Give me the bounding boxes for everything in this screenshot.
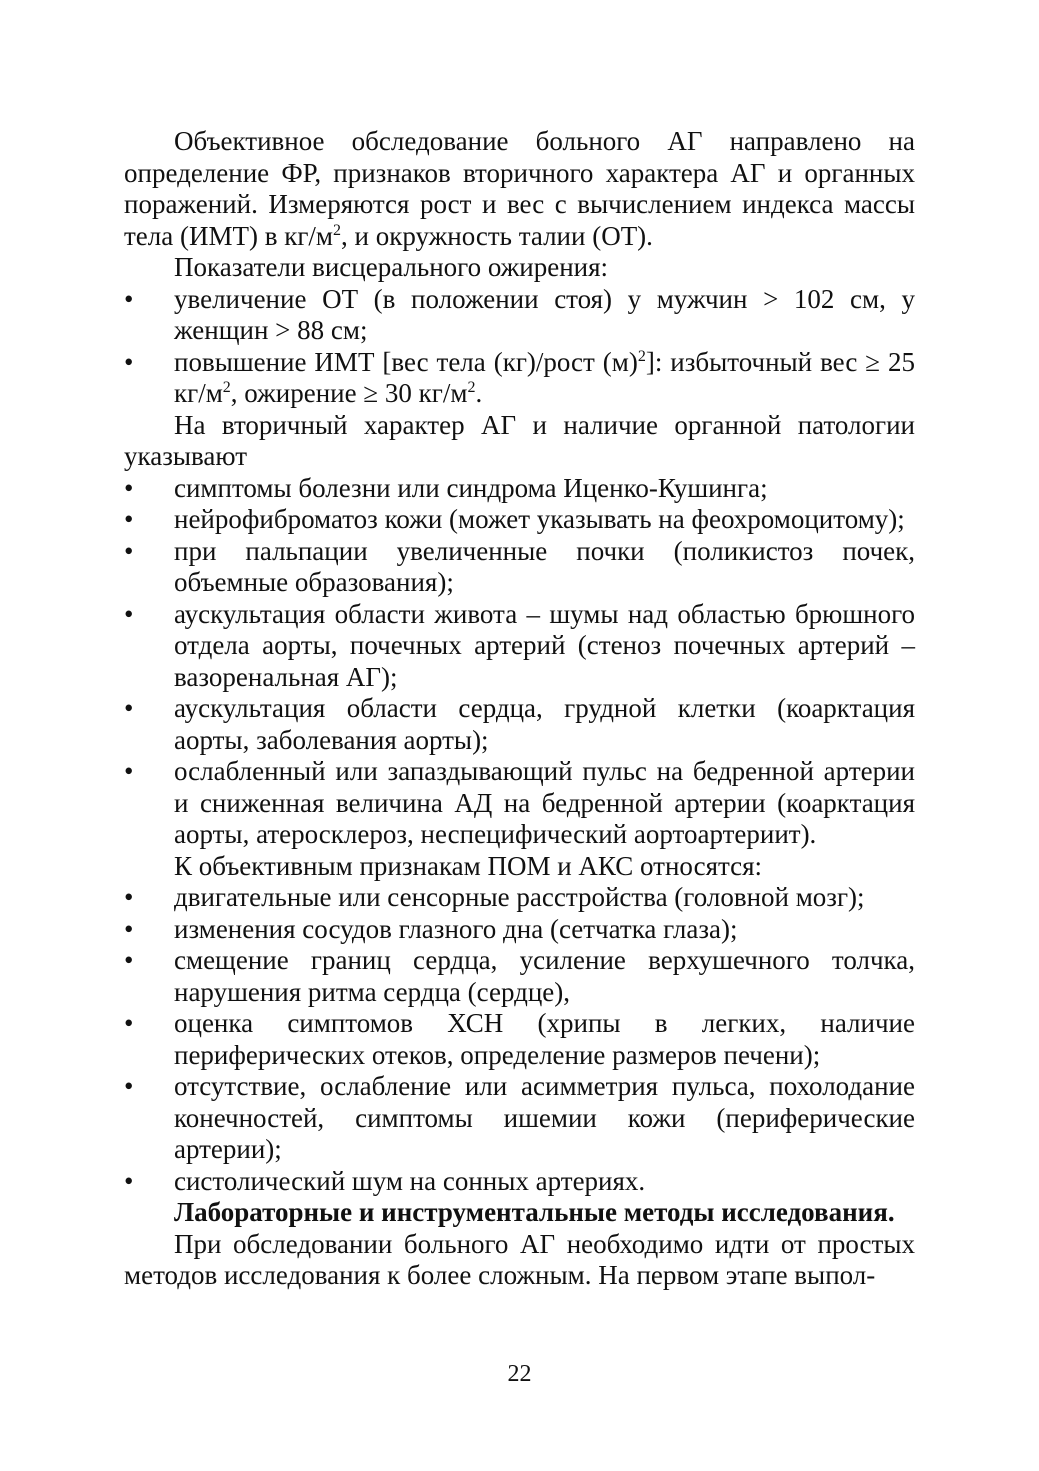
list-item xyxy=(124,473,915,505)
paragraph-objective-exam xyxy=(124,126,915,252)
superscript: 2 xyxy=(222,379,231,396)
list-item xyxy=(124,756,915,851)
list-item xyxy=(124,347,915,410)
superscript: 2 xyxy=(637,347,646,365)
list-item-text: ослабленный или запаздывающий пульс на бедренной артерии и сниженная величина АД на бедренной артерии (коарктация аорты, атеросклероз, неспецифический аортоартериит). xyxy=(174,756,915,849)
bullet-icon: • xyxy=(124,882,134,912)
list-item-text: двигательные или сенсорные расстройства (головной мозг); xyxy=(174,882,865,912)
list-item xyxy=(124,284,915,347)
list-item xyxy=(124,945,915,1008)
page-number: 22 xyxy=(507,1361,532,1387)
list-item xyxy=(124,504,915,536)
bullet-icon: • xyxy=(124,693,134,723)
paragraph-visceral-obesity: Показатели висцерального ожирения: xyxy=(174,252,609,282)
bullet-icon: • xyxy=(124,346,134,377)
list-item xyxy=(124,693,915,756)
paragraph-methods: При обследовании больного АГ необходимо идти от простых методов исследования к более сложным. На первом этапе выпол- xyxy=(124,1228,915,1290)
bullet-icon: • xyxy=(124,945,134,975)
bullet-icon: • xyxy=(124,1165,134,1196)
list-item xyxy=(124,882,915,914)
list-item-text: аускультация области сердца, грудной клетки (коарктация аорты, заболевания аорты); xyxy=(174,693,915,755)
list-item-text: систолический шум на сонных артериях. xyxy=(174,1165,646,1196)
bullet-icon: • xyxy=(124,756,134,786)
list-item xyxy=(124,1166,915,1198)
list-item xyxy=(124,1008,915,1071)
list-item-text: при пальпации увеличенные почки (поликистоз почек, объемные образования); xyxy=(174,535,915,597)
bullet-icon: • xyxy=(124,504,134,534)
superscript: 2 xyxy=(467,379,476,396)
list-item-text: смещение границ сердца, усиление верхушечного толчка, нарушения ритма сердца (сердце), xyxy=(174,945,915,1007)
bullet-icon: • xyxy=(124,283,134,314)
secondary-signs-list xyxy=(124,473,915,851)
list-item-text: увеличение ОТ (в положении стоя) у мужчин > 102 см, у женщин > 88 см; xyxy=(174,283,915,345)
bullet-icon: • xyxy=(124,535,134,566)
paragraph-pom-aks: К объективным признакам ПОМ и АКС относятся: xyxy=(174,850,763,881)
list-item-text: отсутствие, ослабление или асимметрия пульса, похолодание конечностей, симптомы ишемии кожи (периферические артерии); xyxy=(174,1071,915,1164)
list-item xyxy=(124,1071,915,1166)
list-item-text: аускультация области живота – шумы над областью брюшного отдела аорты, почечных артерий (стеноз почечных артерий – вазоренальная АГ); xyxy=(174,598,915,692)
obesity-indicators-list xyxy=(124,284,915,410)
bullet-icon: • xyxy=(124,1008,134,1038)
paragraph-text: Объективное обследование больного АГ направлено на определение ФР, признаков вторичного характера АГ и органных поражений. Измеряются рост и вес с вычислением индекса массы тела (ИМТ) в кг/м xyxy=(124,126,915,251)
list-item-text: нейрофиброматоз кожи (может указывать на феохромоцитому); xyxy=(174,504,905,534)
superscript: 2 xyxy=(333,221,341,239)
bullet-icon: • xyxy=(124,472,134,503)
bullet-icon: • xyxy=(124,1071,134,1101)
bullet-icon: • xyxy=(124,913,134,944)
list-item xyxy=(124,536,915,599)
paragraph-secondary-ag: На вторичный характер АГ и наличие органной патологии указывают xyxy=(124,409,915,471)
list-item xyxy=(124,599,915,694)
bullet-icon: • xyxy=(124,598,134,629)
list-item-text: оценка симптомов ХСН (хрипы в легких, наличие периферических отеков, определение размеров печени); xyxy=(174,1008,915,1070)
list-item xyxy=(124,914,915,946)
paragraph-text: , и окружность талии (ОТ). xyxy=(341,220,653,251)
pom-aks-signs-list xyxy=(124,882,915,1197)
list-item-text: изменения сосудов глазного дна (сетчатка глаза); xyxy=(174,913,738,944)
list-item-text: , ожирение ≥ 30 кг/м xyxy=(230,378,468,408)
list-item-text: симптомы болезни или синдрома Иценко-Кушинга; xyxy=(174,472,768,503)
list-item-text: повышение ИМТ [вес тела (кг)/рост (м) xyxy=(174,346,638,377)
section-heading: Лабораторные и инструментальные методы исследования. xyxy=(174,1197,895,1227)
list-item-text: ]: избыточный вес ≥ 25 кг/м xyxy=(174,346,915,408)
page-body xyxy=(124,126,915,1292)
list-item-text: . xyxy=(475,378,483,408)
